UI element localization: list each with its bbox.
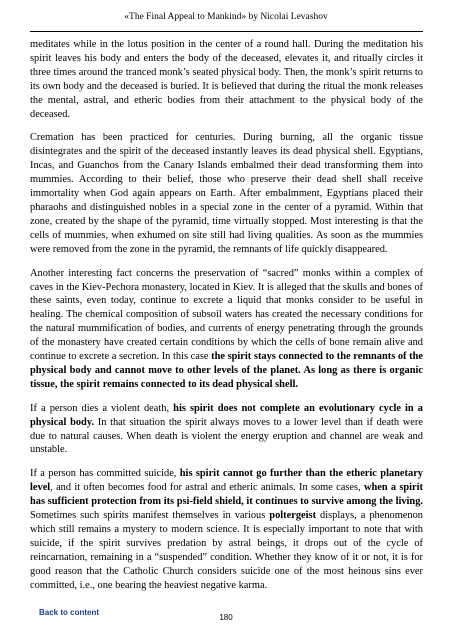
paragraph-4-text-a: If a person dies a violent death, xyxy=(30,402,174,414)
paragraph-1: meditates while in the lotus position in the center of a round hall. During the meditation his spirit leaves his body and enters the body of the deceased, elevates it, and ritually circles it three times around the tranced monk’s seated physical body. Then, the monk’s spirit returns to its own body and the deceased is buried. It is believed that during the ritual the monk releases the mental, astral, and etheric bodies from their attachment to the physical body of the deceased. xyxy=(30,39,423,120)
back-to-content-link[interactable]: Back to content xyxy=(39,608,100,617)
paragraph-4 xyxy=(30,402,423,458)
paragraph-5-text-a: If a person has committed suicide, xyxy=(30,468,180,480)
paragraph-5-text-c: Sometimes such spirits manifest themselves in various xyxy=(30,510,270,522)
running-header: «The Final Appeal to Mankind» by Nicolai Levashov xyxy=(124,12,328,22)
paragraph-3-emphasis: the spirit stays connected to the remnants of the physical body and cannot move to other levels of the planet. As long as there is organic tissue, the spirit remains connected to its dead physical shell. xyxy=(30,351,423,390)
paragraph-5 xyxy=(30,467,423,592)
paragraph-4-text-b: In that situation the spirit always moves to a lower level than if death were due to natural causes. When death is violent the energy eruption and channel are weak and unstable. xyxy=(30,416,423,456)
paragraph-5-emphasis-3: poltergeist xyxy=(269,510,317,522)
paragraph-5-emphasis-2: when a spirit has sufficient protection from its psi-field shield, it continues to survive among the living. xyxy=(30,482,424,508)
page-body xyxy=(30,38,423,603)
page-number: 180 xyxy=(219,613,233,622)
paragraph-2: Cremation has been practiced for centuries. During burning, all the organic tissue disintegrates and the spirit of the deceased instantly leaves its dead physical shell. Egyptians, Incas, and Guanchos from the Canary Islands embalmed their dead transforming them into mummies. According to their belief, those who preserve their dead shell shall receive immortality when God again appears on Earth. After embalmment, Egyptians placed their pharaohs and distinguished nobles in a special zone in the center of a pyramid. Within that zone, created by the shape of the pyramid, time virtually stopped. Most interesting is that the cells of mummies, when exhumed on site still had living qualities. As soon as the mummies were removed from the zone in the pyramid, the remnants of life quickly disappeared. xyxy=(30,132,423,255)
paragraph-5-emphasis-1: his spirit cannot go further than the etheric planetary level xyxy=(30,468,424,494)
paragraph-5-text-d: displays, a phenomenon which still remains a mystery to modern science. It is especially important to note that with suicide, if the spirit survives predation by astral beings, it drops out of the cycle of reincarnation, remaining in a “suspended” condition. Whether they know of it or not, it is for good reason that the Catholic Church considers suicide one of the most heinous sins ever committed, i.e., one bearing the heaviest negative karma. xyxy=(30,510,424,591)
paragraph-3 xyxy=(30,267,423,392)
paragraph-4-emphasis: his spirit does not complete an evolutionary cycle in a physical body. xyxy=(30,402,423,428)
paragraph-3-text: Another interesting fact concerns the preservation of “sacred” monks within a complex of caves in the Kiev-Pechora monastery, located in Kiev. It is alleged that the skulls and bones of these saints, even today, continue to excrete a liquid that monks consider to be useful in healing. The chemical composition of subsoil waters has created the necessary conditions for the natural mummification of bodies, and currents of energy penetrating through the grounds of the monastery have created certain conditions by which the cells of bone remain alive and continue to excrete a secretion. In this case xyxy=(30,267,423,363)
paragraph-5-text-b: , and it often becomes food for astral and etheric animals. In some cases, xyxy=(50,482,364,494)
header-rule xyxy=(30,31,423,32)
